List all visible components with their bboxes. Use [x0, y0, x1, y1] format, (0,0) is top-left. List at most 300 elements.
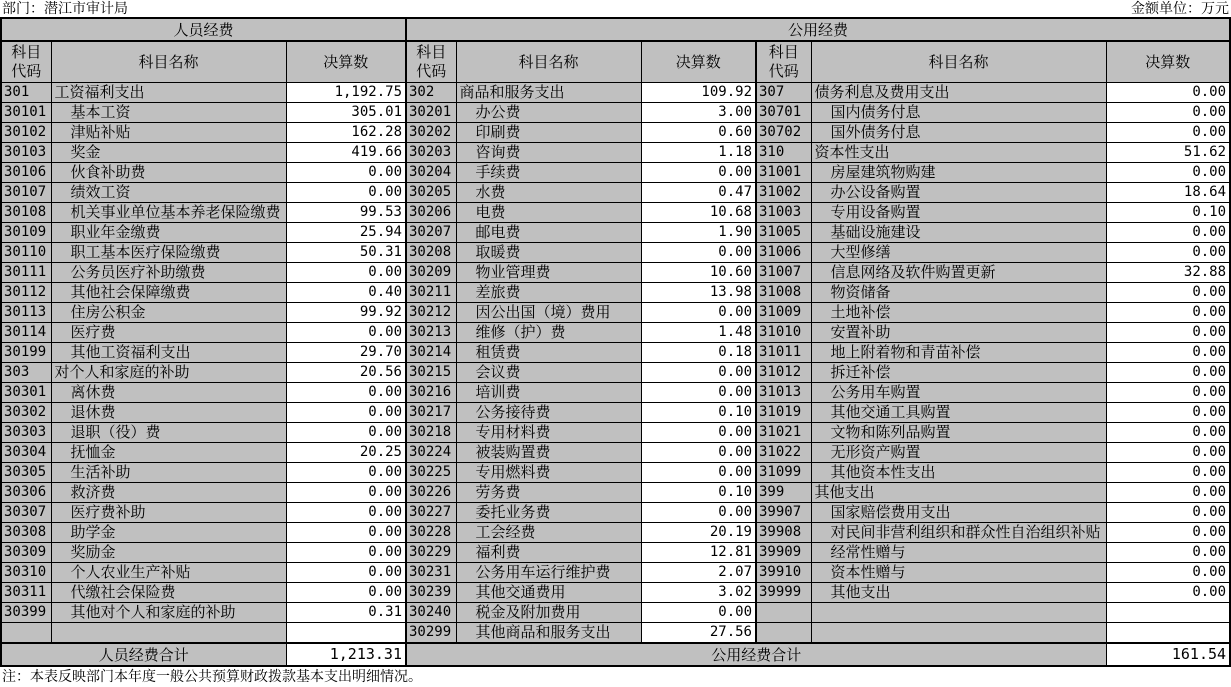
table-row	[1, 382, 1230, 402]
subject-code-cell: 30227	[406, 502, 456, 522]
subject-name-cell: 因公出国（境）费用	[456, 302, 641, 322]
final-amount-cell	[1106, 622, 1230, 643]
table-row	[1, 102, 1230, 122]
final-amount-cell: 0.00	[641, 162, 756, 182]
final-amount-cell: 27.56	[641, 622, 756, 643]
subject-code-cell: 30101	[1, 102, 51, 122]
column-header	[756, 41, 811, 82]
column-header-row	[1, 41, 1230, 82]
subject-name-cell: 办公费	[456, 102, 641, 122]
final-amount-cell: 0.47	[641, 182, 756, 202]
subject-code-cell: 31011	[756, 342, 811, 362]
subject-code-cell: 30239	[406, 582, 456, 602]
subject-name-cell: 伙食补助费	[51, 162, 286, 182]
subject-name-cell: 差旅费	[456, 282, 641, 302]
subject-name-cell: 国外债务付息	[811, 122, 1106, 142]
subject-name-cell	[51, 622, 286, 643]
final-amount-cell: 0.18	[641, 342, 756, 362]
table-row	[1, 322, 1230, 342]
amount-unit-label: 金额单位：万元	[1131, 0, 1229, 17]
subject-code-cell: 30207	[406, 222, 456, 242]
subject-name-cell: 债务利息及费用支出	[811, 82, 1106, 102]
subject-code-cell: 30201	[406, 102, 456, 122]
final-amount-cell: 20.19	[641, 522, 756, 542]
column-header: 科目名称	[51, 41, 286, 82]
subject-code-cell: 30304	[1, 442, 51, 462]
final-amount-cell: 0.00	[1106, 522, 1230, 542]
final-amount-cell: 0.00	[1106, 102, 1230, 122]
final-amount-cell: 0.00	[1106, 542, 1230, 562]
subject-code-cell	[756, 602, 811, 622]
subject-name-cell: 手续费	[456, 162, 641, 182]
column-header	[406, 41, 456, 82]
subject-code-cell: 39910	[756, 562, 811, 582]
subject-name-cell: 其他对个人和家庭的补助	[51, 602, 286, 622]
final-amount-cell: 0.00	[1106, 302, 1230, 322]
final-amount-cell: 0.00	[1106, 282, 1230, 302]
final-amount-cell: 12.81	[641, 542, 756, 562]
subject-code-cell: 30311	[1, 582, 51, 602]
final-amount-cell: 3.02	[641, 582, 756, 602]
department-label: 部门：潜江市审计局	[2, 0, 128, 17]
subject-code-cell: 30307	[1, 502, 51, 522]
final-amount-cell: 10.68	[641, 202, 756, 222]
table-row	[1, 422, 1230, 442]
subject-name-cell: 其他资本性支出	[811, 462, 1106, 482]
final-amount-cell: 0.00	[1106, 562, 1230, 582]
subject-name-cell: 医疗费	[51, 322, 286, 342]
subject-name-cell	[811, 622, 1106, 643]
subject-name-cell: 办公设备购置	[811, 182, 1106, 202]
subject-code-cell: 31003	[756, 202, 811, 222]
subject-code-cell: 30203	[406, 142, 456, 162]
column-header	[1, 41, 51, 82]
final-amount-cell: 99.53	[286, 202, 406, 222]
table-row	[1, 242, 1230, 262]
subject-code-cell: 30306	[1, 482, 51, 502]
final-amount-cell: 0.00	[286, 262, 406, 282]
subject-code-cell	[1, 622, 51, 643]
subject-code-cell: 30301	[1, 382, 51, 402]
subject-name-cell: 经常性赠与	[811, 542, 1106, 562]
final-amount-cell: 0.00	[641, 462, 756, 482]
subject-code-cell: 30214	[406, 342, 456, 362]
subject-name-cell	[811, 602, 1106, 622]
subject-code-cell: 399	[756, 482, 811, 502]
subject-name-cell: 退职（役）费	[51, 422, 286, 442]
table-row	[1, 342, 1230, 362]
final-amount-cell: 0.00	[1106, 242, 1230, 262]
subject-name-cell: 奖金	[51, 142, 286, 162]
subject-code-cell: 31019	[756, 402, 811, 422]
subject-name-cell: 其他支出	[811, 582, 1106, 602]
subject-name-cell: 商品和服务支出	[456, 82, 641, 102]
subject-name-cell: 机关事业单位基本养老保险缴费	[51, 202, 286, 222]
final-amount-cell: 0.10	[641, 402, 756, 422]
subject-code-cell: 39908	[756, 522, 811, 542]
column-header-text: 科目代码	[11, 43, 42, 80]
subject-code-cell: 30224	[406, 442, 456, 462]
subject-code-cell: 31009	[756, 302, 811, 322]
subject-code-cell: 30208	[406, 242, 456, 262]
subject-code-cell: 30114	[1, 322, 51, 342]
subject-code-cell: 307	[756, 82, 811, 102]
subject-name-cell: 专用燃料费	[456, 462, 641, 482]
final-amount-cell: 3.00	[641, 102, 756, 122]
table-row	[1, 222, 1230, 242]
final-amount-cell: 0.00	[641, 382, 756, 402]
final-amount-cell: 32.88	[1106, 262, 1230, 282]
subject-name-cell: 税金及附加费用	[456, 602, 641, 622]
subject-code-cell: 30215	[406, 362, 456, 382]
final-amount-cell: 99.92	[286, 302, 406, 322]
final-amount-cell: 0.00	[641, 302, 756, 322]
subject-code-cell: 31099	[756, 462, 811, 482]
column-header: 科目名称	[456, 41, 641, 82]
final-amount-cell: 0.00	[1106, 222, 1230, 242]
subject-code-cell: 31021	[756, 422, 811, 442]
final-amount-cell: 0.31	[286, 602, 406, 622]
final-amount-cell	[1106, 602, 1230, 622]
subject-name-cell: 对个人和家庭的补助	[51, 362, 286, 382]
subject-name-cell: 大型修缮	[811, 242, 1106, 262]
final-amount-cell: 0.00	[641, 422, 756, 442]
subject-name-cell: 电费	[456, 202, 641, 222]
subject-code-cell: 31008	[756, 282, 811, 302]
table-note: 注：本表反映部门本年度一般公共预算财政拨款基本支出明细情况。	[2, 668, 422, 685]
subject-code-cell: 30305	[1, 462, 51, 482]
final-amount-cell: 51.62	[1106, 142, 1230, 162]
subject-code-cell: 30113	[1, 302, 51, 322]
subject-code-cell: 30702	[756, 122, 811, 142]
subject-code-cell: 30303	[1, 422, 51, 442]
subject-code-cell: 30308	[1, 522, 51, 542]
subject-name-cell: 其他交通费用	[456, 582, 641, 602]
final-amount-cell: 0.00	[1106, 442, 1230, 462]
final-amount-cell: 0.00	[1106, 462, 1230, 482]
subject-name-cell: 公务用车购置	[811, 382, 1106, 402]
public-total-value: 161.54	[1106, 643, 1230, 666]
subject-code-cell: 30212	[406, 302, 456, 322]
final-amount-cell: 162.28	[286, 122, 406, 142]
subject-code-cell: 30299	[406, 622, 456, 643]
subject-name-cell: 其他商品和服务支出	[456, 622, 641, 643]
subject-code-cell: 30102	[1, 122, 51, 142]
subject-name-cell: 物业管理费	[456, 262, 641, 282]
final-amount-cell: 1.90	[641, 222, 756, 242]
group-header-public: 公用经费	[406, 18, 1230, 41]
table-row	[1, 302, 1230, 322]
subject-code-cell: 30399	[1, 602, 51, 622]
column-header: 科目名称	[811, 41, 1106, 82]
subject-code-cell: 31002	[756, 182, 811, 202]
subject-code-cell: 30202	[406, 122, 456, 142]
final-amount-cell: 1.18	[641, 142, 756, 162]
table-row	[1, 622, 1230, 643]
table-row	[1, 522, 1230, 542]
subject-code-cell: 30110	[1, 242, 51, 262]
subject-name-cell: 退休费	[51, 402, 286, 422]
final-amount-cell: 305.01	[286, 102, 406, 122]
final-amount-cell: 0.00	[286, 422, 406, 442]
subject-name-cell: 医疗费补助	[51, 502, 286, 522]
group-header-personnel: 人员经费	[1, 18, 406, 41]
final-amount-cell: 0.00	[1106, 322, 1230, 342]
subject-name-cell: 信息网络及软件购置更新	[811, 262, 1106, 282]
subject-code-cell: 303	[1, 362, 51, 382]
subject-name-cell: 公务员医疗补助缴费	[51, 262, 286, 282]
subject-name-cell: 工资福利支出	[51, 82, 286, 102]
subject-code-cell: 31012	[756, 362, 811, 382]
subject-name-cell: 其他交通工具购置	[811, 402, 1106, 422]
column-header-text: 科目代码	[416, 43, 447, 80]
final-amount-cell: 0.00	[286, 502, 406, 522]
subject-code-cell: 30240	[406, 602, 456, 622]
subject-name-cell: 资本性赠与	[811, 562, 1106, 582]
basic-expenditure-table	[0, 17, 1231, 667]
table-row	[1, 122, 1230, 142]
subject-name-cell: 租赁费	[456, 342, 641, 362]
table-row	[1, 502, 1230, 522]
final-amount-cell: 419.66	[286, 142, 406, 162]
subject-code-cell	[756, 622, 811, 643]
subject-code-cell: 30226	[406, 482, 456, 502]
subject-code-cell: 30310	[1, 562, 51, 582]
final-amount-cell: 0.10	[1106, 202, 1230, 222]
table-row	[1, 542, 1230, 562]
table-row	[1, 182, 1230, 202]
table-row	[1, 482, 1230, 502]
subject-name-cell: 印刷费	[456, 122, 641, 142]
subject-name-cell: 津贴补贴	[51, 122, 286, 142]
final-amount-cell: 0.00	[286, 562, 406, 582]
subject-code-cell: 31001	[756, 162, 811, 182]
table-row	[1, 142, 1230, 162]
subject-name-cell: 物资储备	[811, 282, 1106, 302]
subject-code-cell: 30109	[1, 222, 51, 242]
subject-name-cell: 其他社会保障缴费	[51, 282, 286, 302]
subject-code-cell: 30228	[406, 522, 456, 542]
subject-name-cell: 地上附着物和青苗补偿	[811, 342, 1106, 362]
final-amount-cell: 0.00	[1106, 482, 1230, 502]
personnel-total-value: 1,213.31	[286, 643, 406, 666]
subject-name-cell: 安置补助	[811, 322, 1106, 342]
subject-code-cell: 30108	[1, 202, 51, 222]
subject-code-cell: 30103	[1, 142, 51, 162]
final-amount-cell: 0.10	[641, 482, 756, 502]
final-amount-cell: 0.00	[641, 242, 756, 262]
subject-code-cell: 30107	[1, 182, 51, 202]
subject-code-cell: 30213	[406, 322, 456, 342]
table-row	[1, 402, 1230, 422]
final-amount-cell: 0.00	[286, 542, 406, 562]
table-body	[1, 82, 1230, 643]
final-amount-cell: 0.00	[641, 502, 756, 522]
table-row	[1, 582, 1230, 602]
subject-code-cell: 31007	[756, 262, 811, 282]
final-amount-cell: 0.00	[1106, 502, 1230, 522]
final-amount-cell: 0.00	[1106, 402, 1230, 422]
final-amount-cell: 20.25	[286, 442, 406, 462]
table-row	[1, 262, 1230, 282]
final-amount-cell: 18.64	[1106, 182, 1230, 202]
subject-code-cell: 301	[1, 82, 51, 102]
subject-name-cell: 绩效工资	[51, 182, 286, 202]
final-amount-cell: 29.70	[286, 342, 406, 362]
table-topbar	[0, 0, 1231, 17]
subject-name-cell: 文物和陈列品购置	[811, 422, 1106, 442]
subject-name-cell: 福利费	[456, 542, 641, 562]
final-amount-cell: 10.60	[641, 262, 756, 282]
subject-code-cell: 302	[406, 82, 456, 102]
public-total-label: 公用经费合计	[406, 643, 1106, 666]
subject-code-cell: 31005	[756, 222, 811, 242]
subject-name-cell: 专用材料费	[456, 422, 641, 442]
subject-name-cell: 助学金	[51, 522, 286, 542]
subject-code-cell: 30225	[406, 462, 456, 482]
table-row	[1, 82, 1230, 102]
final-amount-cell	[286, 622, 406, 643]
subject-code-cell: 30112	[1, 282, 51, 302]
subject-code-cell: 30217	[406, 402, 456, 422]
final-amount-cell: 0.00	[1106, 162, 1230, 182]
subject-code-cell: 30231	[406, 562, 456, 582]
table-row	[1, 562, 1230, 582]
final-amount-cell: 0.00	[286, 162, 406, 182]
subject-code-cell: 39907	[756, 502, 811, 522]
subject-name-cell: 对民间非营利组织和群众性自治组织补贴	[811, 522, 1106, 542]
final-amount-cell: 0.00	[641, 442, 756, 462]
personnel-total-label: 人员经费合计	[1, 643, 286, 666]
final-amount-cell: 2.07	[641, 562, 756, 582]
final-amount-cell: 13.98	[641, 282, 756, 302]
final-amount-cell: 0.00	[1106, 422, 1230, 442]
table-row	[1, 282, 1230, 302]
final-amount-cell: 50.31	[286, 242, 406, 262]
final-amount-cell: 25.94	[286, 222, 406, 242]
subject-name-cell: 工会经费	[456, 522, 641, 542]
subject-name-cell: 委托业务费	[456, 502, 641, 522]
table-row	[1, 462, 1230, 482]
final-amount-cell: 0.00	[286, 382, 406, 402]
final-amount-cell: 1.48	[641, 322, 756, 342]
subject-code-cell: 31006	[756, 242, 811, 262]
subject-name-cell: 其他支出	[811, 482, 1106, 502]
subject-code-cell: 30229	[406, 542, 456, 562]
subject-code-cell: 30199	[1, 342, 51, 362]
subject-code-cell: 30206	[406, 202, 456, 222]
subject-code-cell: 39909	[756, 542, 811, 562]
subject-name-cell: 邮电费	[456, 222, 641, 242]
final-amount-cell: 0.00	[641, 602, 756, 622]
group-header-row	[1, 18, 1230, 41]
subject-name-cell: 取暖费	[456, 242, 641, 262]
subject-name-cell: 抚恤金	[51, 442, 286, 462]
subject-name-cell: 基础设施建设	[811, 222, 1106, 242]
final-amount-cell: 0.00	[286, 522, 406, 542]
subject-code-cell: 30205	[406, 182, 456, 202]
subject-name-cell: 房屋建筑物购建	[811, 162, 1106, 182]
final-amount-cell: 0.00	[286, 582, 406, 602]
subject-code-cell: 31022	[756, 442, 811, 462]
final-amount-cell: 0.00	[286, 482, 406, 502]
subject-name-cell: 代缴社会保险费	[51, 582, 286, 602]
column-header: 决算数	[1106, 41, 1230, 82]
subject-name-cell: 会议费	[456, 362, 641, 382]
subject-name-cell: 公务接待费	[456, 402, 641, 422]
subject-name-cell: 住房公积金	[51, 302, 286, 322]
subject-name-cell: 职业年金缴费	[51, 222, 286, 242]
subject-name-cell: 专用设备购置	[811, 202, 1106, 222]
table-row	[1, 162, 1230, 182]
subject-name-cell: 救济费	[51, 482, 286, 502]
subject-code-cell: 31010	[756, 322, 811, 342]
subject-name-cell: 资本性支出	[811, 142, 1106, 162]
subject-code-cell: 39999	[756, 582, 811, 602]
final-amount-cell: 0.00	[286, 322, 406, 342]
subject-name-cell: 个人农业生产补贴	[51, 562, 286, 582]
subject-code-cell: 30309	[1, 542, 51, 562]
subject-name-cell: 土地补偿	[811, 302, 1106, 322]
subject-name-cell: 其他工资福利支出	[51, 342, 286, 362]
subject-name-cell: 基本工资	[51, 102, 286, 122]
subject-code-cell: 30216	[406, 382, 456, 402]
subject-name-cell: 劳务费	[456, 482, 641, 502]
final-amount-cell: 0.00	[1106, 82, 1230, 102]
column-header: 决算数	[641, 41, 756, 82]
subject-name-cell: 国内债务付息	[811, 102, 1106, 122]
subject-code-cell: 30218	[406, 422, 456, 442]
final-amount-cell: 0.00	[286, 182, 406, 202]
column-header-text: 科目代码	[768, 43, 799, 80]
table-row	[1, 202, 1230, 222]
subject-name-cell: 离休费	[51, 382, 286, 402]
subject-name-cell: 咨询费	[456, 142, 641, 162]
final-amount-cell: 0.00	[1106, 342, 1230, 362]
final-amount-cell: 0.00	[1106, 362, 1230, 382]
final-amount-cell: 0.00	[286, 462, 406, 482]
subject-code-cell: 30111	[1, 262, 51, 282]
subject-code-cell: 30106	[1, 162, 51, 182]
final-amount-cell: 0.40	[286, 282, 406, 302]
subject-name-cell: 国家赔偿费用支出	[811, 502, 1106, 522]
subject-code-cell: 30211	[406, 282, 456, 302]
subject-code-cell: 30209	[406, 262, 456, 282]
table-row	[1, 442, 1230, 462]
subject-name-cell: 拆迁补偿	[811, 362, 1106, 382]
subject-name-cell: 培训费	[456, 382, 641, 402]
final-amount-cell: 0.00	[641, 362, 756, 382]
final-amount-cell: 0.60	[641, 122, 756, 142]
final-amount-cell: 20.56	[286, 362, 406, 382]
subject-code-cell: 30701	[756, 102, 811, 122]
final-amount-cell: 0.00	[286, 402, 406, 422]
subject-code-cell: 31013	[756, 382, 811, 402]
subject-name-cell: 无形资产购置	[811, 442, 1106, 462]
table-row	[1, 362, 1230, 382]
subject-name-cell: 水费	[456, 182, 641, 202]
final-amount-cell: 0.00	[1106, 382, 1230, 402]
totals-row	[1, 643, 1230, 666]
final-amount-cell: 109.92	[641, 82, 756, 102]
subject-name-cell: 职工基本医疗保险缴费	[51, 242, 286, 262]
column-header: 决算数	[286, 41, 406, 82]
final-amount-cell: 0.00	[1106, 122, 1230, 142]
final-amount-cell: 0.00	[1106, 582, 1230, 602]
subject-name-cell: 生活补助	[51, 462, 286, 482]
subject-code-cell: 30204	[406, 162, 456, 182]
subject-name-cell: 被装购置费	[456, 442, 641, 462]
